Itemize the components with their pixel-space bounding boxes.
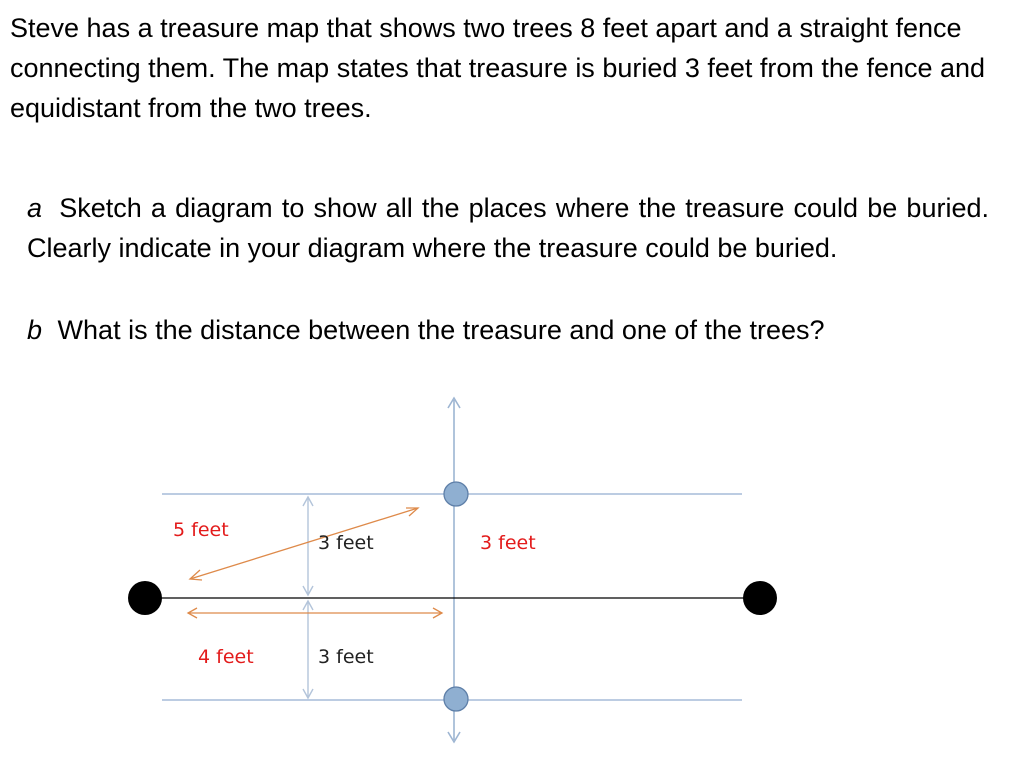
question-a-letter: a — [27, 193, 43, 223]
treasure-location-upper — [444, 482, 468, 506]
hypotenuse-label: 5 feet — [173, 519, 229, 541]
question-a-text: Sketch a diagram to show all the places where the treasure could be buried. Clearly indicate in your diagram where the treasure could be buried. — [27, 193, 989, 263]
upper-offset-label-left: 3 feet — [318, 532, 374, 554]
problem-intro: Steve has a treasure map that shows two trees 8 feet apart and a straight fence connecting them. The map states that treasure is buried 3 feet from the fence and equidistant from the two trees. — [10, 13, 986, 123]
left-tree-marker — [128, 581, 162, 615]
question-b-letter: b — [27, 315, 43, 345]
lower-offset-label: 3 feet — [318, 646, 374, 668]
treasure-location-lower — [444, 687, 468, 711]
half-fence-label: 4 feet — [198, 646, 254, 668]
upper-offset-label-right: 3 feet — [480, 532, 536, 554]
hypotenuse-arrowhead-lower — [190, 570, 202, 580]
question-b-text: What is the distance between the treasure and one of the trees? — [57, 315, 825, 345]
right-tree-marker — [743, 581, 777, 615]
